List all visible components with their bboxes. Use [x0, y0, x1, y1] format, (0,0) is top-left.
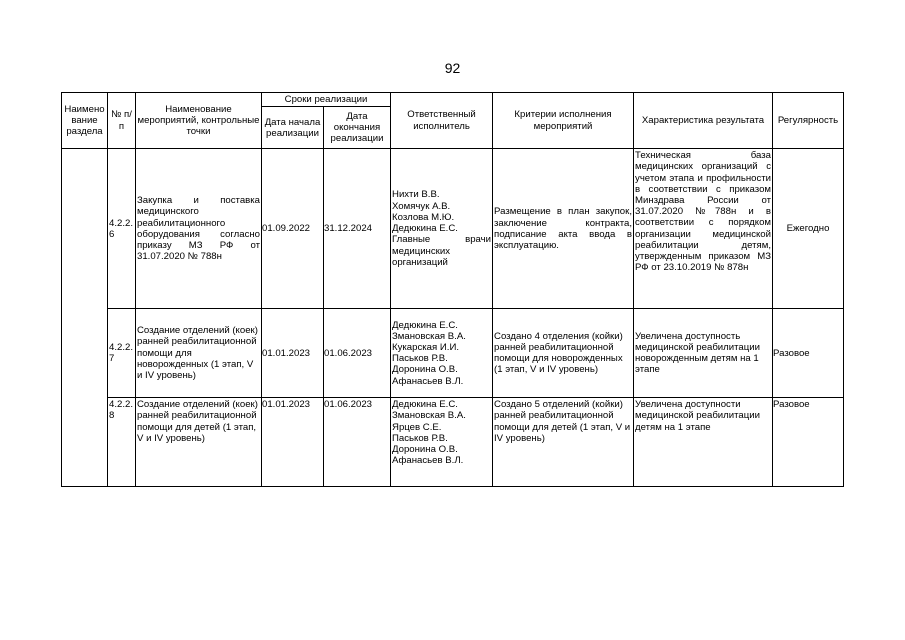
- row-regularity: Разовое: [773, 398, 844, 487]
- table-row: [62, 309, 844, 398]
- row-criteria: Создано 5 отделений (койки) ранней реабилитационной помощи для детей (1 этап, V и IV уровень): [493, 398, 634, 487]
- responsible-person: Афанасьев В.Л.: [392, 455, 464, 467]
- row-end: 01.06.2023: [324, 398, 391, 487]
- header-start: Дата начала реализации: [262, 107, 324, 149]
- row-start: 01.01.2023: [262, 309, 324, 398]
- responsible-person: Змановская В.А.: [392, 410, 466, 422]
- responsible-person: Афанасьев В.Л.: [392, 375, 464, 387]
- row-regularity: Ежегодно: [773, 149, 844, 309]
- responsible-person: Дедюкина Е.С.: [392, 319, 458, 331]
- header-section: Наименование раздела: [62, 93, 108, 149]
- header-result: Характеристика результата: [634, 93, 773, 149]
- row-num: 4.2.2.6: [108, 149, 136, 309]
- row-criteria: Создано 4 отделения (койки) ранней реабилитационной помощи для новорожденных (1 этап, V и IV уровень): [493, 309, 634, 398]
- row-name: Закупка и поставка медицинского реабилитационного оборудования согласно приказу МЗ РФ от 31.07.2020 № 788н: [136, 149, 262, 309]
- table-row: [62, 149, 844, 309]
- row-responsible: [391, 149, 493, 309]
- responsible-person: Доронина О.В.: [392, 364, 458, 376]
- page-number: 92: [444, 60, 461, 76]
- row-regularity: Разовое: [773, 309, 844, 398]
- row-num: 4.2.2.7: [108, 309, 136, 398]
- table-row: [62, 398, 844, 487]
- row-start: 01.01.2023: [262, 398, 324, 487]
- plan-table: [61, 92, 844, 487]
- section-cell: [62, 149, 108, 487]
- responsible-person: Нихти В.В.: [392, 189, 440, 201]
- header-terms: Сроки реализации: [262, 93, 391, 107]
- header-regularity: Регулярность: [773, 93, 844, 149]
- row-end: 31.12.2024: [324, 149, 391, 309]
- header-criteria: Критерии исполнения мероприятий: [493, 93, 634, 149]
- row-criteria: Размещение в план закупок, заключение контракта, подписание акта ввода в эксплуатацию.: [493, 149, 634, 309]
- responsible-person: Ярцев С.Е.: [392, 421, 442, 433]
- responsible-person: Дедюкина Е.С.: [392, 399, 458, 411]
- row-result: Увеличена доступности медицинской реабилитации детям на 1 этапе: [634, 398, 773, 487]
- row-num: 4.2.2.8: [108, 398, 136, 487]
- row-result: Техническая база медицинских организаций с учетом этапа и профильности в соответствии с приказом Минздрава России от 31.07.2020 №788н и в соответствии с порядком организации медицинской реабилитации детям, утвержденным приказом МЗ РФ от 23.10.2019 № 878н: [634, 149, 773, 309]
- row-start: 01.09.2022: [262, 149, 324, 309]
- header-end: Дата окончания реализации: [324, 107, 391, 149]
- responsible-person: Паськов Р.В.: [392, 432, 448, 444]
- row-responsible: [391, 398, 493, 487]
- responsible-person: Кукарская И.И.: [392, 342, 460, 353]
- header-name: Наименование мероприятий, контрольные точки: [136, 93, 262, 149]
- responsible-person: Главные врачи медицинских организаций: [392, 234, 492, 268]
- responsible-person: Доронина О.В.: [392, 444, 458, 456]
- responsible-person: Змановская В.А.: [392, 330, 466, 342]
- row-result: Увеличена доступность медицинской реабилитации новорожденным детям на 1 этапе: [634, 309, 773, 398]
- row-end: 01.06.2023: [324, 309, 391, 398]
- header-responsible: Ответственный исполнитель: [391, 93, 493, 149]
- responsible-person: Паськов Р.В.: [392, 353, 448, 365]
- responsible-person: Хомячук А.В.: [392, 200, 451, 212]
- row-name: Создание отделений (коек) ранней реабилитационной помощи для новорожденных (1 этап, V и IV уровень): [136, 309, 262, 398]
- row-responsible: [391, 309, 493, 398]
- header-num: № п/п: [108, 93, 136, 149]
- responsible-person: Дедюкина Е.С.: [392, 223, 458, 235]
- responsible-person: Козлова М.Ю.: [392, 211, 455, 223]
- row-name: Создание отделений (коек) ранней реабилитационной помощи для детей (1 этап, V и IV уровень): [136, 398, 262, 487]
